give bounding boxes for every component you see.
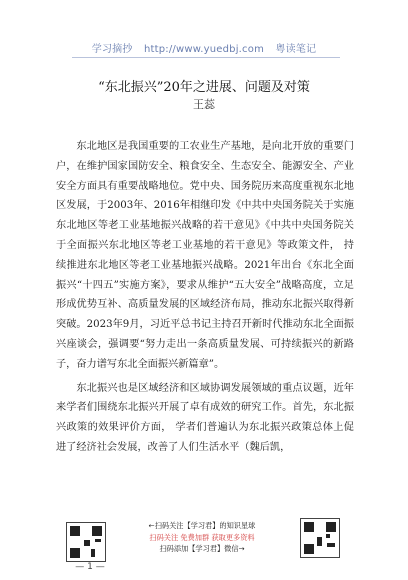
qr-code-left-icon[interactable]: [66, 522, 106, 562]
paragraph-1: 东北地区是我国重要的工农业生产基地，是向北开放的重要门户，在维护国家国防安全、粮食安全、生态安全、能源安全、产业安全方面具有重要战略地位。党中央、国务院历来高度重视东北地区发展，于2003年、2016年相继印发《中共中央国务院关于实施东北地区等老工业基地振兴战略的若干意见》《中共中央国务院关于全面振兴东北地区等老工业基地的若干意见》等政策文件， 持续推进东北地区等老工业基地振兴战略。2021年出台《东北全面振兴“十四五”实施方案》，要求从维护“五大安全”战略高度，立足形成优势互补、高质量发展的区域经济布局，推动东北振兴取得新突破。2023年9月，习近平总书记主持召开新时代推动东北全面振兴座谈会，强调要“努力走出一条高质量发展、可持续振兴的新路子，奋力谱写东北全面振兴新篇章”。: [56, 141, 354, 370]
header-left-text: 学习摘抄: [91, 44, 133, 55]
header-url[interactable]: http://www.yuedbj.com: [143, 44, 265, 55]
footer-line-2: 扫码关注 免费加群 获取更多资料: [149, 532, 255, 542]
qr-code-right-icon[interactable]: [300, 518, 340, 558]
article-title: “东北振兴”20年之进展、问题及对策: [98, 80, 310, 95]
page-number: — 1 —: [75, 562, 105, 572]
paragraph-2: 东北振兴也是区域经济和区域协调发展领域的重点议题，近年来学者们围绕东北振兴开展了卓有成效的研究工作。首先，东北振兴政策的效果评价方面， 学者们普遍认为东北振兴政策总体上促进了经济社会发展，改善了人们生活水平（魏后凯，: [56, 382, 354, 453]
header-divider: [72, 57, 340, 58]
footer-promo: [116, 520, 288, 555]
page-header: [0, 40, 408, 55]
article-author: 王蕊: [193, 98, 215, 111]
header-right-text: 粤读笔记: [275, 44, 317, 55]
article-body: [56, 137, 354, 462]
footer-line-1: ←扫码关注【学习君】的知识星球: [148, 521, 256, 530]
footer-line-3: 扫码添加【学习君】微信→: [159, 544, 245, 553]
